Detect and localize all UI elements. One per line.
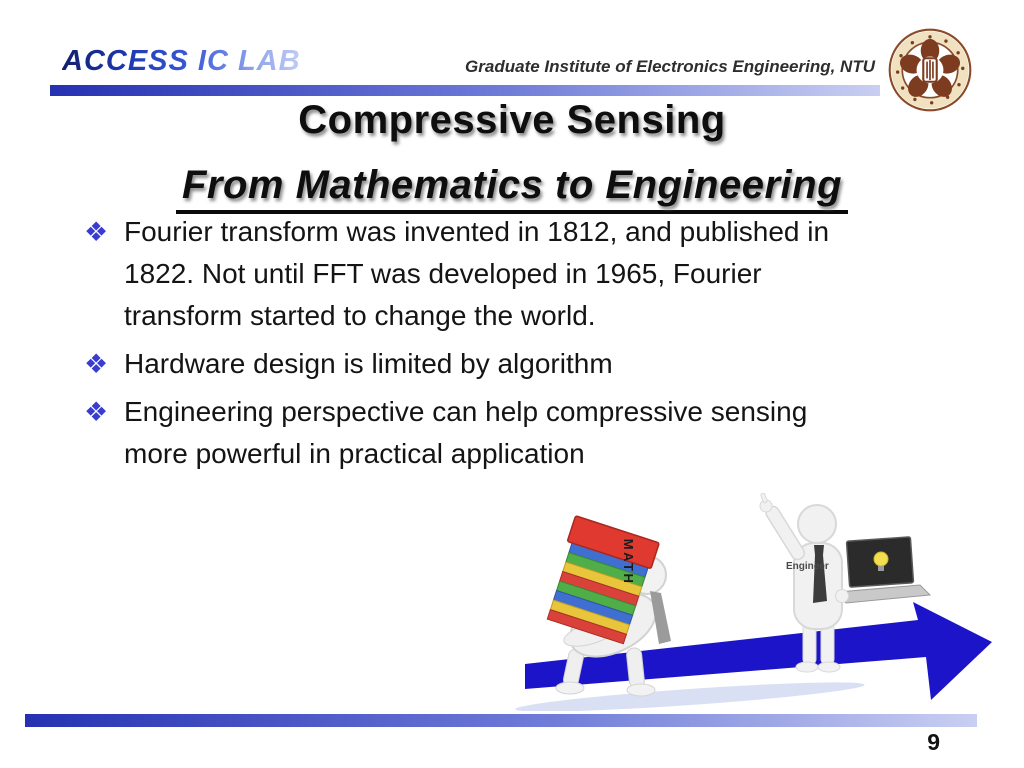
bullet-text-line: Hardware design is limited by algorithm — [124, 348, 613, 379]
slide-title — [0, 98, 1024, 214]
institute-name: Graduate Institute of Electronics Engineering, NTU — [465, 57, 875, 76]
bullet-item — [84, 211, 954, 337]
diamond-bullet-icon: ❖ — [84, 349, 109, 379]
bullet-text-line: 1822. Not until FFT was developed in 1965, Fourier — [124, 258, 762, 289]
bullet-item — [84, 343, 954, 385]
diamond-bullet-icon: ❖ — [84, 397, 109, 427]
bullet-text-line: Engineering perspective can help compressive sensing — [124, 396, 808, 427]
diamond-bullet-icon: ❖ — [84, 217, 109, 247]
bullet-item — [84, 391, 954, 475]
header-divider-bar — [50, 85, 880, 96]
engineer-head — [798, 505, 836, 543]
title-line-2: From Mathematics to Engineering — [176, 163, 848, 214]
page-number: 9 — [927, 729, 940, 755]
laptop-icon — [836, 537, 931, 603]
bullet-text-line: more powerful in practical application — [124, 438, 585, 469]
math-book-label: MATH — [620, 538, 636, 586]
bullet-text-line: Fourier transform was invented in 1812, and published in — [124, 216, 830, 247]
lightbulb-icon — [874, 552, 888, 566]
bullet-text-line: transform started to change the world. — [124, 300, 596, 331]
engineer-label: Engineer — [786, 561, 829, 572]
title-line-1: Compressive Sensing — [298, 98, 726, 142]
footer-divider-bar — [25, 714, 977, 727]
math-to-engineering-illustration — [500, 493, 1012, 711]
access-ic-lab-logo: ACCESS IC LAB — [62, 45, 301, 77]
bullet-list — [84, 211, 954, 481]
holding-hand — [836, 590, 849, 603]
